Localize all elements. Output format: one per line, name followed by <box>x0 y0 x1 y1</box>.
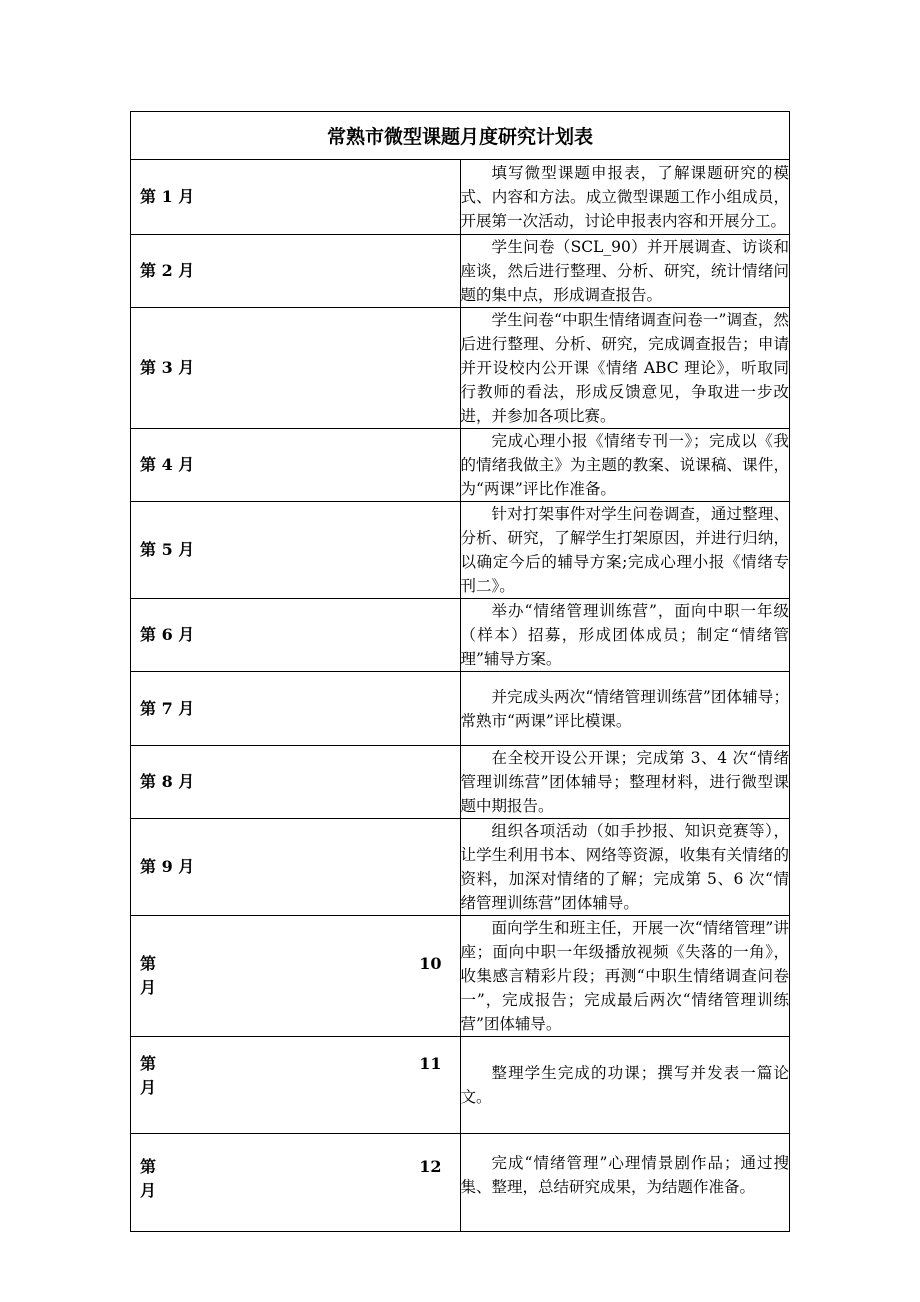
month-label: 第 2 月 <box>131 235 461 308</box>
row-content: 完成心理小报《情绪专刊一》；完成以《我的情绪我做主》为主题的教案、说课稿、课件，为“两课”评比作准备。 <box>460 429 790 502</box>
month-label: 第 4 月 <box>131 429 461 502</box>
row-content: 针对打架事件对学生问卷调查，通过整理、分析、研究，了解学生打架原因，并进行归纳，以确定今后的辅导方案;完成心理小报《情绪专刊二》。 <box>460 502 790 599</box>
table-row <box>131 672 790 746</box>
table-row <box>131 502 790 599</box>
table-row <box>131 429 790 502</box>
table-row <box>131 160 790 235</box>
table-row <box>131 1037 790 1134</box>
row-content: 整理学生完成的功课；撰写并发表一篇论文。 <box>460 1037 790 1134</box>
table-row <box>131 308 790 429</box>
month-label: 第 12 月 <box>131 1134 461 1232</box>
row-content: 并完成头两次“情绪管理训练营”团体辅导；常熟市“两课”评比模课。 <box>460 672 790 746</box>
table-row <box>131 599 790 672</box>
table-row <box>131 746 790 819</box>
row-content: 举办“情绪管理训练营”，面向中职一年级（样本）招募，形成团体成员；制定“情绪管理”辅导方案。 <box>460 599 790 672</box>
month-label: 第 1 月 <box>131 160 461 235</box>
plan-table <box>130 111 790 1232</box>
month-label: 第 5 月 <box>131 502 461 599</box>
table-title: 常熟市微型课题月度研究计划表 <box>131 112 790 160</box>
row-content: 面向学生和班主任，开展一次“情绪管理”讲座；面向中职一年级播放视频《失落的一角》，收集感言精彩片段；再测“中职生情绪调查问卷一”，完成报告；完成最后两次“情绪管理训练营”团体辅导。 <box>460 916 790 1037</box>
month-label: 第 7 月 <box>131 672 461 746</box>
table-row <box>131 1134 790 1232</box>
month-label: 第 9 月 <box>131 819 461 916</box>
month-label: 第 3 月 <box>131 308 461 429</box>
table-row <box>131 819 790 916</box>
row-content: 填写微型课题申报表，了解课题研究的模式、内容和方法。成立微型课题工作小组成员，开展第一次活动，讨论申报表内容和开展分工。 <box>460 160 790 235</box>
month-label: 第 11 月 <box>131 1037 461 1134</box>
row-content: 学生问卷（SCL_90）并开展调查、访谈和座谈，然后进行整理、分析、研究，统计情绪问题的集中点，形成调查报告。 <box>460 235 790 308</box>
month-label: 第 10 月 <box>131 916 461 1037</box>
title-row <box>131 112 790 160</box>
row-content: 完成“情绪管理”心理情景剧作品；通过搜集、整理，总结研究成果，为结题作准备。 <box>460 1134 790 1232</box>
row-content: 组织各项活动（如手抄报、知识竞赛等），让学生利用书本、网络等资源，收集有关情绪的资料，加深对情绪的了解；完成第 5、6 次“情绪管理训练营”团体辅导。 <box>460 819 790 916</box>
table-row <box>131 235 790 308</box>
month-label: 第 6 月 <box>131 599 461 672</box>
table-row <box>131 916 790 1037</box>
row-content: 学生问卷“中职生情绪调查问卷一”调查，然后进行整理、分析、研究，完成调查报告；申请并开设校内公开课《情绪 ABC 理论》，听取同行教师的看法，形成反馈意见，争取进一步改进，并参加各项比赛。 <box>460 308 790 429</box>
row-content: 在全校开设公开课；完成第 3、4 次“情绪管理训练营”团体辅导；整理材料，进行微型课题中期报告。 <box>460 746 790 819</box>
month-label: 第 8 月 <box>131 746 461 819</box>
